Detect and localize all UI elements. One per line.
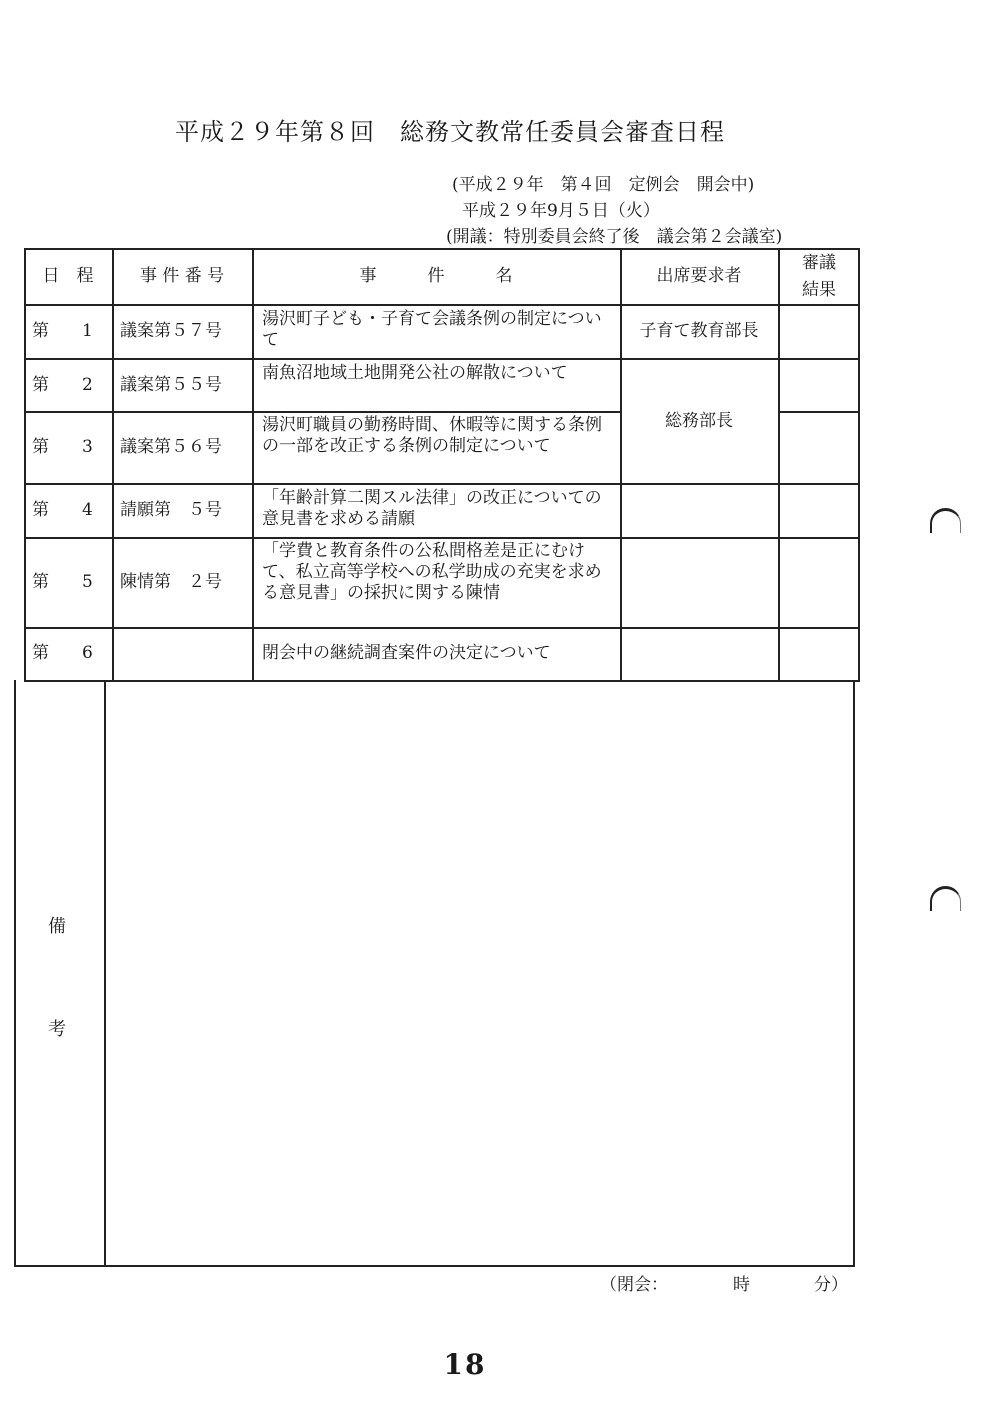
- case-name: 湯沢町子ども・子育て会議条例の制定について: [262, 309, 602, 350]
- header-case-name: 事 件 名: [359, 266, 513, 286]
- case-number: 議案第５５号: [120, 375, 222, 395]
- row-divider: [24, 537, 860, 539]
- col-divider-result: [778, 248, 780, 680]
- case-name: 「年齢計算二関スル法律」の改正についての意見書を求める請願: [262, 488, 602, 529]
- remarks-border-bottom: [14, 1265, 855, 1267]
- header-schedule: 日 程: [42, 266, 94, 286]
- table-border-left: [24, 248, 26, 680]
- case-name: 閉会中の継続調査案件の決定について: [262, 643, 551, 663]
- case-name: 南魚沼地域土地開発公社の解散について: [262, 363, 568, 383]
- col-divider-attendance: [620, 248, 622, 680]
- attendance: 総務部長: [665, 411, 733, 431]
- row-divider: [24, 483, 860, 485]
- closing-hour: 時: [733, 1275, 750, 1295]
- table-border-top: [24, 248, 860, 250]
- case-name: 湯沢町職員の勤務時間、休暇等に関する条例の一部を改正する条例の制定について: [262, 415, 602, 456]
- header-case-number: 事 件 番 号: [139, 266, 225, 286]
- remarks-label-2: 考: [48, 1019, 66, 1040]
- row-label: 第: [32, 437, 49, 457]
- row-label: 第: [32, 643, 49, 663]
- row-label: 第: [32, 572, 49, 592]
- row-number: 2: [82, 375, 93, 395]
- case-number: 議案第５７号: [120, 321, 222, 341]
- row-number: 5: [82, 572, 93, 592]
- case-number: 陳情第 ２号: [120, 572, 222, 592]
- page-number: 18: [443, 1348, 487, 1381]
- table-border-right: [858, 248, 860, 680]
- row-divider: [778, 411, 860, 413]
- col-divider-name: [252, 248, 254, 680]
- binder-hole-icon: [930, 886, 961, 911]
- row-divider: [24, 358, 860, 360]
- closing-minute: 分）: [814, 1275, 848, 1295]
- row-number: 3: [82, 437, 93, 457]
- header-attendance: 出席要求者: [656, 266, 742, 286]
- remarks-label-1: 備: [48, 916, 66, 937]
- remarks-border-left: [14, 680, 16, 1266]
- row-label: 第: [32, 321, 49, 341]
- row-divider: [24, 627, 860, 629]
- row-divider: [24, 680, 860, 682]
- session-venue: (開議：特別委員会終了後 議会第２会議室): [446, 227, 783, 247]
- header-divider: [24, 304, 860, 306]
- row-number: 6: [82, 643, 93, 663]
- row-label: 第: [32, 500, 49, 520]
- header-result-line2: 結果: [802, 280, 836, 300]
- header-result-line1: 審議: [802, 253, 836, 273]
- closing-label: （閉会：: [600, 1275, 668, 1295]
- page-title: 平成２９年第８回 総務文教常任委員会審査日程: [175, 118, 725, 146]
- session-date: 平成２９年9月５日（火）: [462, 201, 660, 221]
- case-number: 請願第 ５号: [120, 500, 222, 520]
- case-name: 「学費と教育条件の公私間格差是正にむけて、私立高等学校への私学助成の充実を求める意見書」の採択に関する陳情: [262, 541, 602, 603]
- row-divider: [24, 411, 620, 413]
- row-label: 第: [32, 375, 49, 395]
- session-info-line1: (平成２９年 第４回 定例会 開会中): [452, 175, 755, 195]
- row-number: 1: [82, 321, 93, 341]
- remarks-divider: [104, 680, 106, 1266]
- row-number: 4: [82, 500, 93, 520]
- attendance: 子育て教育部長: [639, 321, 759, 341]
- remarks-border-right: [853, 680, 855, 1266]
- binder-hole-icon: [930, 508, 961, 533]
- col-divider-number: [112, 248, 114, 680]
- case-number: 議案第５６号: [120, 437, 222, 457]
